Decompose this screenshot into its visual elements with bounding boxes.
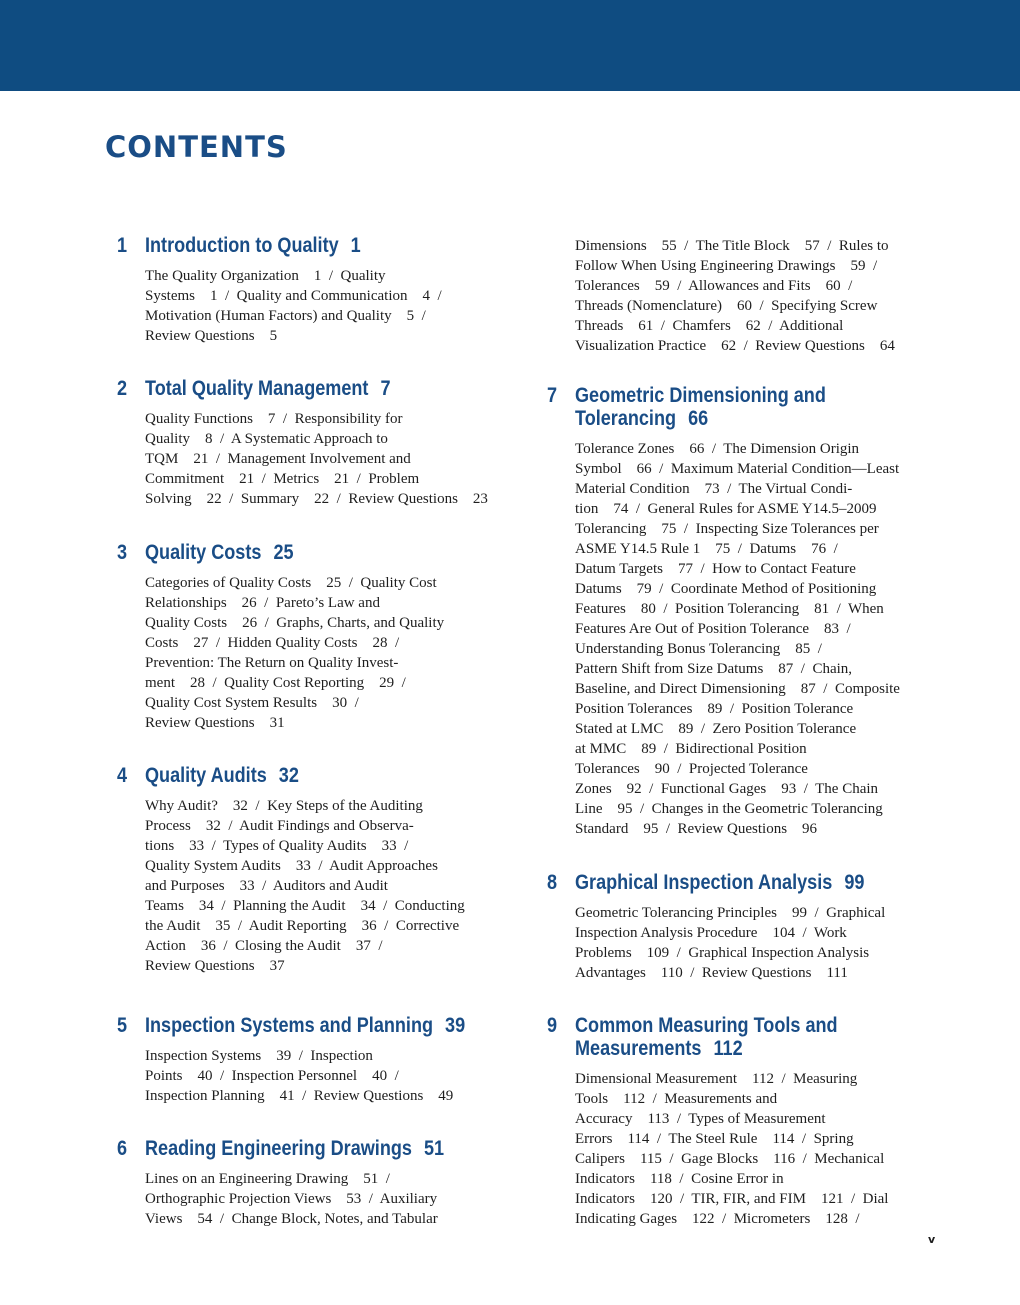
chapter-number: 7 xyxy=(547,384,558,407)
section-line: Features Are Out of Position Tolerance 83 / xyxy=(575,621,851,637)
chapter-title-text: Reading Engineering Drawings xyxy=(145,1137,412,1160)
section-line: Relationships 26 / Pareto’s Law and xyxy=(145,595,380,611)
section-line: Process 32 / Audit Findings and Observa- xyxy=(145,818,414,834)
chapter-title-text: Total Quality Management xyxy=(145,377,369,400)
section-list xyxy=(575,1069,888,1229)
section-line: Dimensions 55 / The Title Block 57 / Rules to xyxy=(575,238,889,254)
chapter-number: 3 xyxy=(117,541,128,564)
section-line: Teams 34 / Planning the Audit 34 / Conducting xyxy=(145,898,465,914)
section-line: Standard 95 / Review Questions 96 xyxy=(575,821,818,837)
section-list xyxy=(145,409,488,509)
section-line: Lines on an Engineering Drawing 51 / xyxy=(145,1171,390,1187)
section-line: Inspection Planning 41 / Review Questions 49 xyxy=(145,1088,454,1104)
section-line: Indicators 120 / TIR, FIR, and FIM 121 / Dial xyxy=(575,1191,889,1207)
section-line: Problems 109 / Graphical Inspection Analysis xyxy=(575,945,870,961)
section-line: Datum Targets 77 / How to Contact Feature xyxy=(575,561,856,577)
chapter-title[interactable] xyxy=(145,1137,444,1160)
section-line: ment 28 / Quality Cost Reporting 29 / xyxy=(145,675,406,691)
section-line: Quality Cost System Results 30 / xyxy=(145,695,359,711)
section-line: Tolerances 59 / Allowances and Fits 60 / xyxy=(575,278,853,294)
chapter-title[interactable] xyxy=(575,871,864,894)
section-line: Solving 22 / Summary 22 / Review Questions 23 xyxy=(145,491,488,507)
chapter-title-text: Common Measuring Tools and xyxy=(575,1014,838,1037)
page-title: CONTENTS xyxy=(105,130,288,164)
chapter-number: 1 xyxy=(117,234,128,257)
section-line: Commitment 21 / Metrics 21 / Problem xyxy=(145,471,420,487)
chapter-number: 5 xyxy=(117,1014,128,1037)
chapter-title-text: Measurements xyxy=(575,1037,702,1060)
section-line: Tools 112 / Measurements and xyxy=(575,1091,778,1107)
section-list xyxy=(145,1169,493,1229)
section-line: Quality System Audits 33 / Audit Approaches xyxy=(145,858,438,874)
section-line: ASME Y14.5 Rule 1 75 / Datums 76 / xyxy=(575,541,838,557)
section-line: Inspection Systems 39 / Inspection xyxy=(145,1048,373,1064)
section-list xyxy=(575,236,895,356)
section-line: Baseline, and Direct Dimensioning 87 / Composite xyxy=(575,681,900,697)
section-line: Motivation (Human Factors) and Quality 5 / xyxy=(145,308,426,324)
page-folio: v xyxy=(928,1233,936,1246)
header-band xyxy=(0,0,1020,91)
section-line: Pattern Shift from Size Datums 87 / Chain, xyxy=(575,661,853,677)
section-line: at MMC 89 / Bidirectional Position xyxy=(575,741,807,757)
section-line: Tolerances 90 / Projected Tolerance xyxy=(575,761,808,777)
toc-entry-chapter-9[interactable] xyxy=(547,1014,888,1229)
section-line: Quality Functions 7 / Responsibility for xyxy=(145,411,403,427)
chapter-number: 8 xyxy=(547,871,558,894)
chapter-title[interactable] xyxy=(145,541,402,564)
toc-entry-chapter-6-continued xyxy=(547,236,895,356)
chapter-title[interactable] xyxy=(145,234,465,257)
chapter-title-text: Graphical Inspection Analysis xyxy=(575,871,833,894)
section-line: Tolerancing 75 / Inspecting Size Tolerances per xyxy=(575,521,879,537)
section-line: Inspection Analysis Procedure 104 / Work xyxy=(575,925,847,941)
chapter-number: 4 xyxy=(117,764,128,787)
chapter-page-number: 66 xyxy=(688,407,709,430)
chapter-page-number: 7 xyxy=(380,377,391,400)
section-line: Datums 79 / Coordinate Method of Positioning xyxy=(575,581,877,597)
section-line: Errors 114 / The Steel Rule 114 / Spring xyxy=(575,1131,854,1147)
chapter-page-number: 1 xyxy=(350,234,361,257)
section-line: Review Questions 37 xyxy=(145,958,285,974)
section-list xyxy=(145,1046,517,1106)
section-line: Material Condition 73 / The Virtual Condi- xyxy=(575,481,853,497)
chapter-page-number: 25 xyxy=(273,541,294,564)
section-line: the Audit 35 / Audit Reporting 36 / Corrective xyxy=(145,918,460,934)
section-line: and Purposes 33 / Auditors and Audit xyxy=(145,878,388,894)
section-list xyxy=(575,439,900,839)
toc-column-left xyxy=(117,234,517,1227)
toc-entry-chapter-1[interactable] xyxy=(117,234,517,346)
chapter-page-number: 112 xyxy=(713,1037,743,1060)
section-line: Systems 1 / Quality and Communication 4 / xyxy=(145,288,442,304)
section-line: Threads (Nomenclature) 60 / Specifying Screw xyxy=(575,298,878,314)
section-line: Review Questions 5 xyxy=(145,328,278,344)
chapter-title[interactable] xyxy=(145,377,440,400)
chapter-number: 9 xyxy=(547,1014,558,1037)
section-line: tions 33 / Types of Quality Audits 33 / xyxy=(145,838,409,854)
section-line: Calipers 115 / Gage Blocks 116 / Mechanical xyxy=(575,1151,885,1167)
section-line: The Quality Organization 1 / Quality xyxy=(145,268,386,284)
section-line: Understanding Bonus Tolerancing 85 / xyxy=(575,641,822,657)
chapter-title[interactable] xyxy=(145,1014,465,1037)
chapter-title-text: Introduction to Quality xyxy=(145,234,339,257)
chapter-title-text: Quality Costs xyxy=(145,541,262,564)
section-line: Quality 8 / A Systematic Approach to xyxy=(145,431,388,447)
section-line: TQM 21 / Management Involvement and xyxy=(145,451,411,467)
section-line: Prevention: The Return on Quality Invest- xyxy=(145,655,399,671)
section-line: Tolerance Zones 66 / The Dimension Origin xyxy=(575,441,860,457)
toc-entry-chapter-7[interactable] xyxy=(547,384,900,839)
section-line: Indicating Gages 122 / Micrometers 128 / xyxy=(575,1211,860,1227)
section-line: Categories of Quality Costs 25 / Quality Cost xyxy=(145,575,437,591)
section-line: Line 95 / Changes in the Geometric Tolerancing xyxy=(575,801,883,817)
section-line: Advantages 110 / Review Questions 111 xyxy=(575,965,848,981)
chapter-page-number: 39 xyxy=(445,1014,466,1037)
toc-entry-chapter-6[interactable] xyxy=(117,1137,493,1229)
section-line: Follow When Using Engineering Drawings 59 / xyxy=(575,258,878,274)
section-line: Orthographic Projection Views 53 / Auxiliary xyxy=(145,1191,438,1207)
section-line: Accuracy 113 / Types of Measurement xyxy=(575,1111,826,1127)
toc-entry-chapter-3[interactable] xyxy=(117,541,444,733)
chapter-title[interactable] xyxy=(145,764,420,787)
section-line: Action 36 / Closing the Audit 37 / xyxy=(145,938,383,954)
chapter-title-text: Quality Audits xyxy=(145,764,267,787)
section-line: Costs 27 / Hidden Quality Costs 28 / xyxy=(145,635,400,651)
section-line: Points 40 / Inspection Personnel 40 / xyxy=(145,1068,399,1084)
section-list xyxy=(145,266,517,346)
chapter-title[interactable] xyxy=(575,384,854,430)
chapter-page-number: 51 xyxy=(423,1137,445,1160)
toc-entry-chapter-8[interactable] xyxy=(547,871,912,983)
section-line: Indicators 118 / Cosine Error in xyxy=(575,1171,784,1187)
section-line: Symbol 66 / Maximum Material Condition—Least xyxy=(575,461,900,477)
section-line: Visualization Practice 62 / Review Questions 64 xyxy=(575,338,895,354)
chapter-page-number: 32 xyxy=(278,764,299,787)
chapter-title[interactable] xyxy=(575,1014,845,1060)
section-line: Review Questions 31 xyxy=(145,715,285,731)
section-line: Threads 61 / Chamfers 62 / Additional xyxy=(575,318,844,334)
section-line: Position Tolerances 89 / Position Tolerance xyxy=(575,701,854,717)
section-line: Quality Costs 26 / Graphs, Charts, and Quality xyxy=(145,615,445,631)
section-line: Features 80 / Position Tolerancing 81 / When xyxy=(575,601,884,617)
section-list xyxy=(145,573,444,733)
chapter-title-text: Tolerancing xyxy=(575,407,677,430)
section-line: Geometric Tolerancing Principles 99 / Graphical xyxy=(575,905,886,921)
chapter-number: 2 xyxy=(117,377,128,400)
section-line: Views 54 / Change Block, Notes, and Tabular xyxy=(145,1211,438,1227)
section-line: tion 74 / General Rules for ASME Y14.5–2009 xyxy=(575,501,877,517)
section-list xyxy=(575,903,912,983)
chapter-title-text: Inspection Systems and Planning xyxy=(145,1014,434,1037)
section-line: Why Audit? 32 / Key Steps of the Auditing xyxy=(145,798,423,814)
chapter-title-text: Geometric Dimensioning and xyxy=(575,384,826,407)
section-line: Zones 92 / Functional Gages 93 / The Chain xyxy=(575,781,879,797)
section-line: Stated at LMC 89 / Zero Position Tolerance xyxy=(575,721,857,737)
toc-entry-chapter-5[interactable] xyxy=(117,1014,517,1106)
section-line: Dimensional Measurement 112 / Measuring xyxy=(575,1071,858,1087)
toc-entry-chapter-2[interactable] xyxy=(117,377,488,509)
toc-entry-chapter-4[interactable] xyxy=(117,764,465,976)
chapter-number: 6 xyxy=(117,1137,128,1160)
section-list xyxy=(145,796,465,976)
chapter-page-number: 99 xyxy=(844,871,865,894)
